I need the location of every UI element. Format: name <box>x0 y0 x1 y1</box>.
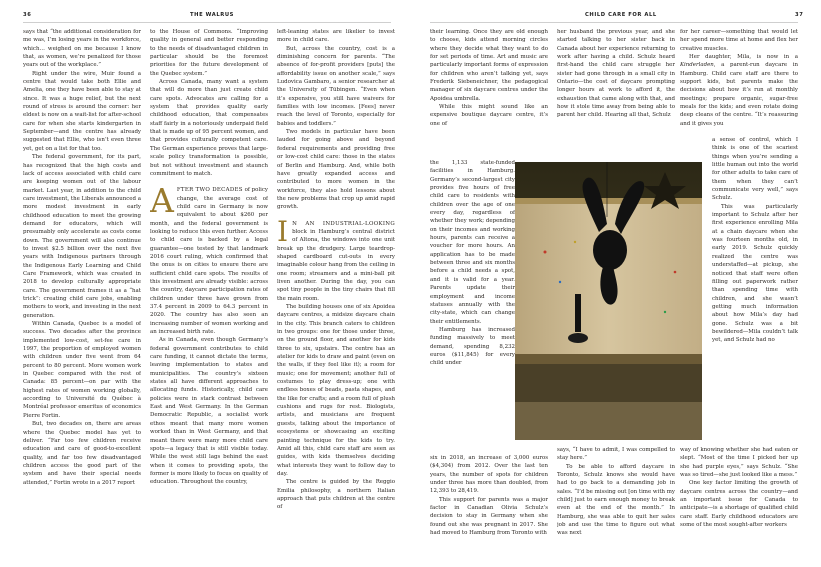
paragraph: Two models in particular have been lauded for going above and beyond federal requirements and providing free or low-cost child care: those in the states of Berlin and Hamburg. And, while both have greatly expanded access and contributed to more women in the workforce, they also hold lessons about the new problems that crop up amid rapid growth. <box>277 129 395 211</box>
column-6-bottom <box>680 446 798 564</box>
paragraph: Across Canada, many want a system that will do more than just create child care spots. Advocates are calling for a system that provides quality early childhood education, that compensates staff fairly in a notoriously underpaid field that is made up of 95 percent women, and that provides culturally competent care. The German experience proves that large-scale policy transformation is possible, but not without investment and staunch commitment to match. <box>150 79 268 177</box>
paragraph: But, across the country, cost is a diminishing concern for parents. “The absence of for-profit providers [puts] the affordability issue on another scale,” says Ludovica Gambaro, a senior researcher at the University of Tübingen. “Even when it’s expensive, you still have waivers for families with low incomes. [Fees] never reach the level of Toronto, especially for babies and toddlers.” <box>277 45 395 127</box>
column-4-bottom <box>430 454 548 564</box>
page-number-right: 37 <box>795 12 804 18</box>
drop-cap: I <box>277 214 289 248</box>
paragraph: But, two decades on, there are areas where the Quebec model has yet to deliver. “Far too few children receive education and care of good-to-excellent quality, and far too few disadvantaged children access the good part of the system and have their special needs attended,” Fortin wrote in a 2017 report <box>23 421 141 486</box>
column-2 <box>150 28 268 548</box>
paragraph: to the House of Commons. “Improving quality in general and better responding to the needs of disadvantaged children in particular should be the foremost priorities for the future development of the Quebec system.” <box>150 29 268 77</box>
column-3 <box>277 28 395 548</box>
paragraph: One key factor limiting the growth of daycare centres across the country—and an important issue for Canada to anticipate—is a shortage of qualified child care staff. Early childhood educators are some of the most sought-after workers <box>680 480 798 529</box>
column-1 <box>23 28 141 548</box>
column-6 <box>680 28 798 136</box>
lead-in: N AN INDUSTRIAL-LOOKING <box>292 220 395 227</box>
header-rule-left <box>23 22 391 23</box>
section-opening <box>277 214 395 303</box>
paragraph: for her career—something that would let her spend more time at home and flex her creative muscles. <box>680 29 798 52</box>
paragraph: While this might sound like an expensive boutique daycare centre, it’s one of <box>430 104 548 127</box>
paragraph: their learning. Once they are old enough to choose, kids attend morning circles where they decide what they want to do for set periods of time. Art and music are particularly important forms of expression for children who aren’t talking yet, says Frederik Siebeneichner, the pedagogical manager of six daycare centres under the Apoidea umbrella. <box>430 29 548 102</box>
paragraph: six in 2018, an increase of 3,000 euros ($4,304) from 2012. Over the last ten years, the number of spots for children under three has more than doubled, from 12,393 to 28,419. <box>430 455 548 495</box>
paragraph-text: Her daughter, Mila, is now in a <box>689 54 798 61</box>
paragraph: The building houses one of six Apoidea daycare centres, a midsize daycare chain in the city. This branch caters to children in two groups: one for those under three, on the ground floor, and another for kids three to six, upstairs. The centre has an atelier for kids to draw and paint (even on the walls, if they feel like it); a room for music; one for movement; another full of costumes to play dress-up; one with endless boxes of beads, pasta shapes, and the like for crafts; and a room full of plush cushions and rugs for rest. Biologists, artists, and musicians are frequent guests, talking about the importance of ecosystems or showcasing an exciting painting technique for the kids to try. Amid all this, child care staff are seen as guides, with kids themselves deciding what interests they want to follow day to day. <box>277 304 395 477</box>
lead-in: FTER TWO DECADES <box>176 187 243 194</box>
paragraph: The federal government, for its part, has recognized that the high costs and lack of access associated with child care are keeping women out of the labour market. Last year, in addition to the child care investment, the Liberals announced a more modest investment in early childhood education to meet the growing demand for educators, which will presumably only accelerate as costs come down. The government will also continue to invest $2.5 billion over the next five years with Indigenous partners through the Indigenous Early Learning and Child Care Framework, which was created in 2018 to develop culturally appropriate care. The government frames it as a “hat trick”: creating child care jobs, enabling mothers to work, and investing in the next generation. <box>23 154 141 319</box>
running-head-right: CHILD CARE FOR ALL <box>585 12 657 18</box>
italic-term: Kinderladen <box>680 62 714 69</box>
paragraph-text: block in Hamburg’s central district of Altona, the windows into one unit break up the drudgery. Large teardrop-shaped cardboard cut-outs in every imaginable colour hang from the ceiling in one room; streamers and a mini-ball pit liven another. During the day, you can spot tiny people in the tiny chairs that fill the main room. <box>277 228 395 302</box>
column-5-bottom <box>557 446 675 564</box>
section-opening <box>150 181 268 336</box>
paragraph: To be able to afford daycare in Toronto, Schulz knows she would have had to go back to a demanding job in sales. “I’d be missing out [on time with my child] just to earn enough money to break even at the end of the month.” In Hamburg, she was able to quit her sales job and use the time to figure out what was next <box>557 463 675 537</box>
paragraph: Hamburg has increased funding massively to meet demand, spending 8,232 euros ($11,845) for every child under <box>430 326 515 367</box>
paragraph: left-leaning states are likelier to invest more in child care. <box>277 29 395 44</box>
paragraph-text: of policy change, the average cost of child care in Germany is now equivalent to about $260 per month, and the federal government is looking to reduce this even further. Access to child care is backed by a legal guarantee—one tested by that landmark 2016 court ruling, which confirmed that the onus is on cities to ensure there are sufficient child care spots. The results of this investment are already visible: across the country, daycare participation rates of children under three have grown from 37.4 percent in 2009 to 64.3 percent in 2020. The country has also seen an increasing number of women working and an increased birth rate. <box>150 187 268 336</box>
paragraph: Within Canada, Quebec is a model of success. Two decades after the province implemented low-cost, set-fee care in 1997, the proportion of employed women with children under five went from 64 percent to 80 percent. More women work in Quebec compared with the rest of Canada: 85 percent—on par with the highest rates of women working globally, according to Université du Québec à Montréal professor emeritus of economics Pierre Fortin. <box>23 321 141 419</box>
paragraph-text: , a parent-run daycare in Hamburg. Child care staff are there to support kids, but parents make the decisions about how it’s run at monthly meetings; prepare organic, sugar-free meals for the kids; and even rotate doing deep cleans of the centre. “It’s reassuring and it gives you <box>680 62 798 127</box>
paragraph: This support for parents was a major factor in Canadian Olivia Schulz’s decision to stay in Germany when she found out she was pregnant in 2017. She had moved to Hamburg from Toronto with <box>430 496 548 537</box>
drop-cap: A <box>150 181 174 221</box>
column-5 <box>557 28 675 128</box>
paragraph: way of knowing whether she had eaten or slept. “Most of the time I picked her up she had purple eyes,” says Schulz. “She was so tired—she just looked like a mess.” <box>680 447 798 479</box>
paragraph: As in Canada, even though Germany’s federal government contributes to child care funding, it cannot dictate the terms, leaving implementation to states and municipalities. The country’s sixteen states all have different approaches to allocating funds. Historically, child care policies were in stark contrast between East and West Germany. In the German Democratic Republic, a socialist work ethos meant that many more women worked than in West Germany, and that meant there were many more child care spots—a legacy that is still visible today. While the west still lags behind the east when it comes to providing spots, the former is more likely to focus on quality of education. Throughout the country, <box>150 337 268 486</box>
daycare-photo <box>515 162 702 440</box>
page-number-left: 36 <box>23 12 32 18</box>
header-rule-right <box>430 22 798 23</box>
column-6-narrow <box>712 136 798 448</box>
paragraph: a sense of control, which I think is one of the scariest things when you’re sending a little human out into the world for other adults to take care of them when they can’t communicate very well,” says Schulz. <box>712 137 798 202</box>
running-head-left: THE WALRUS <box>190 12 234 18</box>
paragraph: says that “the additional consideration for me was, I’m losing years in the workforce, which… weighed on me because I know that, as women, we’re penalized for those years out of the workplace.” <box>23 29 141 69</box>
paragraph: says, “I have to admit, I was compelled to stay here.” <box>557 447 675 462</box>
paragraph: The centre is guided by the Reggio Emilia philosophy, a northern Italian approach that puts children at the centre of <box>277 479 395 511</box>
paragraph: This was particularly important to Schulz after her first experience enrolling Mila at a chain daycare when she was fourteen months old, in early 2019. Schulz quickly realized the centre was understaffed—at pickup, she noticed that staff were often filling out paperwork rather than spending time with children, and she wasn’t getting much information about how Mila’s day had gone. Schulz was a bit bewildered—Mila couldn’t talk yet, and Schulz had no <box>712 203 798 344</box>
paragraph: the 1,133 state-funded facilities in Hamburg. Germany’s second-largest city provides five hours of free child care to residents with children over the age of one every day, regardless of whether they work; depending on their incomes and working hours, parents can receive a voucher for more hours. An application has to be made between three and six months before a child needs a spot, and it is valid for a year. Parents update their employment and income statuses annually with the city-state, which can change their entitlements. <box>430 160 515 325</box>
bunny-mobile-photo-icon <box>515 162 702 440</box>
column-4 <box>430 28 548 160</box>
column-4-narrow <box>430 159 515 456</box>
paragraph <box>680 53 798 128</box>
paragraph: her husband the previous year, and she started talking to her sister back in Canada about her experience returning to work after having a child. Schulz heard first-hand the child care struggle her sister had gone through in a small city in Ontario—the cost of daycare prompting longer hours at work to afford it, the exhaustion that came along with that, and how it stole time away from being able to parent her child. Hearing all that, Schulz <box>557 29 675 119</box>
paragraph: Right under the wire, Muir found a centre that would take both Ellie and Amelia, one they have been able to stay at since. It was a huge relief, but the next round of stress is around the corner: her eldest is now on a wait-list for after-school care for when she starts kindergarten in September—and the centre has already suggested that Ellie, who isn’t even three yet, get on a list for that too. <box>23 70 141 152</box>
